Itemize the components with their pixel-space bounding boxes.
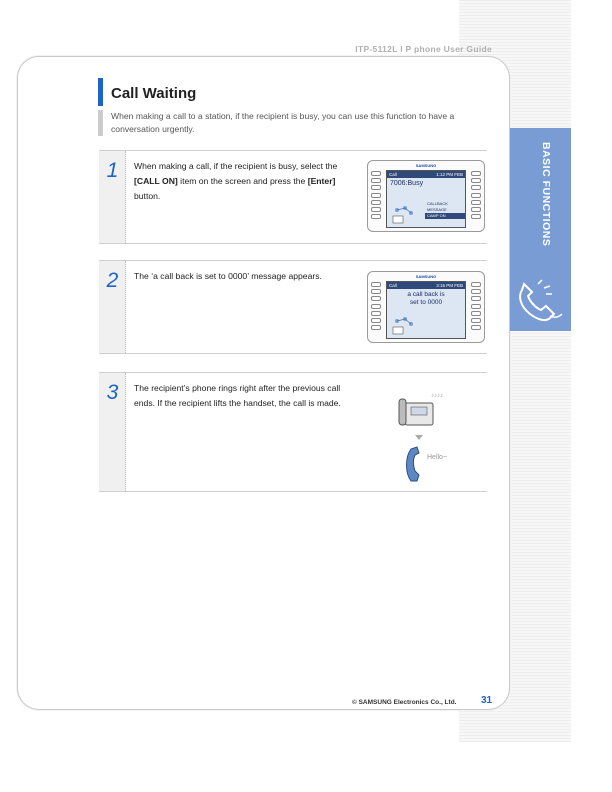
step-2 [99, 260, 487, 354]
step-text: The ‘a call back is set to 0000’ message appears. [134, 271, 322, 281]
left-softkeys [371, 282, 381, 332]
desk-phone-icon [399, 399, 433, 425]
lcd-screen: Call 1:12 PM FEB 7006:Busy CALLBACK MESSAGE CAMP ON [386, 170, 466, 228]
step-number-column [99, 151, 126, 243]
lcd-message-line-1: a call back is [407, 291, 445, 298]
step-number-column [99, 373, 126, 491]
phone-brand: SAMSUNG [415, 163, 437, 168]
step-3 [99, 372, 487, 492]
footer-copyright: © SAMSUNG Electronics Co., Ltd. [352, 699, 457, 706]
lcd-status-line: 7006:Busy [390, 180, 424, 187]
phone-handset-icon [514, 276, 568, 324]
step-number-column [99, 261, 126, 353]
network-graphic-icon [391, 315, 417, 335]
network-graphic-icon [391, 204, 417, 224]
ring-sound-text: ♪♪♪♪ [431, 393, 443, 399]
lcd-message-line-2: set to 0000 [409, 299, 443, 306]
phone-brand: SAMSUNG [415, 274, 437, 279]
handset-icon [407, 447, 420, 481]
step-text: The recipient’s phone rings right after the previous call ends. If the recipient lifts the handset, the call is made. [134, 383, 341, 408]
step-number: 1 [106, 159, 119, 182]
enter-keyword: [Enter] [307, 176, 336, 186]
right-softkeys [471, 171, 481, 221]
lcd-screen: Call 3:15 PM FEB a call back is set to 0000 [386, 281, 466, 339]
step-1 [99, 150, 487, 244]
page-number: 31 [481, 695, 493, 706]
step-number: 2 [106, 269, 119, 292]
phone-screen-illustration [367, 271, 485, 343]
section-intro: When making a call to a station, if the recipient is busy, you can use this function to have a conversation urgently. [111, 111, 455, 134]
phone-screen-illustration [367, 160, 485, 232]
header-title: ITP-5112L I P phone User Guide [355, 44, 492, 54]
section-title: Call Waiting [111, 85, 197, 102]
hello-text: Hello~ [427, 454, 448, 461]
call-on-keyword: [CALL ON] [134, 176, 178, 186]
step-number: 3 [106, 381, 119, 404]
ringing-phone-illustration [391, 383, 471, 487]
lcd-menu: CALLBACK MESSAGE CAMP ON [425, 201, 465, 219]
side-tab [510, 128, 571, 331]
left-softkeys [371, 171, 381, 221]
step-text: When making a call, if the recipient is busy, select the [CALL ON] item on the screen and press the [Enter] button. [134, 161, 338, 201]
title-accent-bar [98, 78, 103, 106]
right-softkeys [471, 282, 481, 332]
intro-accent-bar [98, 110, 103, 136]
down-arrow-icon [415, 435, 423, 440]
side-tab-label: BASIC FUNCTIONS [540, 142, 552, 247]
